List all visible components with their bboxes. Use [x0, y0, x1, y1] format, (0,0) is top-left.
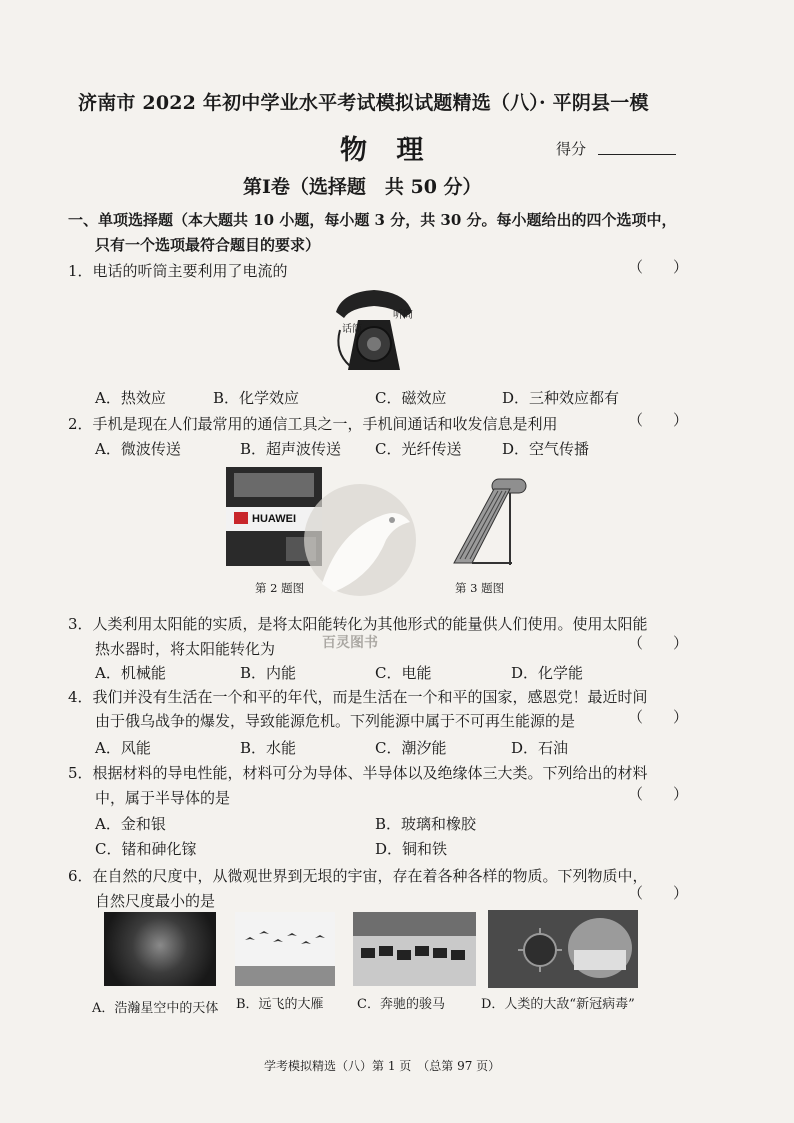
subject-title: 物 理	[340, 135, 434, 166]
q3-option-a: A．机械能	[95, 664, 166, 682]
section-heading-line2: 只有一个选项最符合题目的要求）	[95, 236, 321, 254]
part-title: 第Ⅰ卷（选择题 共 50 分）	[243, 176, 482, 198]
q2-option-a: A．微波传送	[95, 440, 181, 458]
huawei-logo-text: HUAWEI	[252, 513, 296, 525]
galloping-horses-image	[353, 912, 476, 986]
q4-option-d: D．石油	[511, 739, 569, 757]
q5-option-c: C．锗和砷化镓	[95, 840, 197, 858]
q2-figure-caption: 第 2 题图	[255, 581, 305, 595]
q4-option-b: B．水能	[240, 739, 297, 757]
q4-stem-line2: 由于俄乌战争的爆发，导致能源危机。下列能源中属于不可再生能源的是	[95, 712, 576, 730]
score-label: 得分	[556, 140, 587, 158]
q3-figure-caption: 第 3 题图	[455, 581, 505, 595]
q2-stem: 2．手机是现在人们最常用的通信工具之一，手机间通话和收发信息是利用	[68, 415, 558, 433]
q1-option-d: D．三种效应都有	[502, 389, 620, 407]
q6-option-d: D．人类的大敌“新冠病毒”	[481, 997, 635, 1012]
receiver-label: 听筒	[393, 310, 413, 321]
solar-water-heater-image	[448, 475, 530, 570]
q3-option-d: D．化学能	[511, 664, 584, 682]
q2-option-d: D．空气传播	[502, 440, 590, 458]
score-blank	[598, 154, 676, 155]
q4-option-a: A．风能	[95, 739, 151, 757]
q5-stem-line2: 中，属于半导体的是	[95, 789, 231, 807]
q3-stem-line1: 3．人类利用太阳能的实质，是将太阳能转化为其他形式的能量供人们使用。使用太阳能	[68, 615, 648, 633]
q4-answer-paren: （ ）	[628, 708, 689, 726]
q3-option-c: C．电能	[375, 664, 432, 682]
watermark-text: 百灵图书	[322, 635, 378, 651]
q3-stem-line2: 热水器时，将太阳能转化为	[95, 640, 276, 658]
q1-answer-paren: （ ）	[628, 258, 689, 276]
wild-geese-image	[235, 912, 335, 986]
section-heading-line1: 一、单项选择题（本大题共 10 小题，每小题 3 分，共 30 分。每小题给出的四个选项中，	[68, 211, 677, 229]
q6-stem-line1: 6．在自然的尺度中，从微观世界到无垠的宇宙，存在着各种各样的物质。下列物质中，	[68, 867, 648, 885]
q1-option-a: A．热效应	[95, 389, 166, 407]
q1-option-c: C．磁效应	[375, 389, 447, 407]
page-footer: 学考模拟精选（八）第 1 页 （总第 97 页）	[264, 1059, 501, 1073]
q6-answer-paren: （ ）	[628, 884, 689, 902]
q4-option-c: C．潮汐能	[375, 739, 447, 757]
q5-answer-paren: （ ）	[628, 785, 689, 803]
q6-option-c: C．奔驰的骏马	[357, 997, 445, 1012]
q1-stem: 1．电话的听筒主要利用了电流的	[68, 262, 288, 280]
q5-stem-line1: 5．根据材料的导电性能，材料可分为导体、半导体以及绝缘体三大类。下列给出的材料	[68, 764, 648, 782]
starry-sky-image	[104, 912, 216, 986]
q6-option-b: B．远飞的大雁	[236, 997, 324, 1012]
q5-option-d: D．铜和铁	[375, 840, 448, 858]
q1-option-b: B．化学效应	[213, 389, 300, 407]
q5-option-a: A．金和银	[95, 815, 166, 833]
q2-option-b: B．超声波传送	[240, 440, 342, 458]
q4-stem-line1: 4．我们并没有生活在一个和平的年代，而是生活在一个和平的国家，感恩党！最近时间	[68, 688, 648, 706]
q6-option-a: A．浩瀚星空中的天体	[92, 1001, 219, 1016]
q6-stem-line2: 自然尺度最小的是	[95, 892, 216, 910]
q3-option-b: B．内能	[240, 664, 297, 682]
q2-option-c: C．光纤传送	[375, 440, 462, 458]
mouthpiece-label: 话筒	[342, 324, 362, 335]
q2-answer-paren: （ ）	[628, 411, 689, 429]
exam-title: 济南市 2022 年初中学业水平考试模拟试题精选（八）· 平阴县一模	[78, 92, 649, 114]
q3-answer-paren: （ ）	[628, 634, 689, 652]
q5-option-b: B．玻璃和橡胶	[375, 815, 477, 833]
coronavirus-image	[488, 910, 638, 988]
